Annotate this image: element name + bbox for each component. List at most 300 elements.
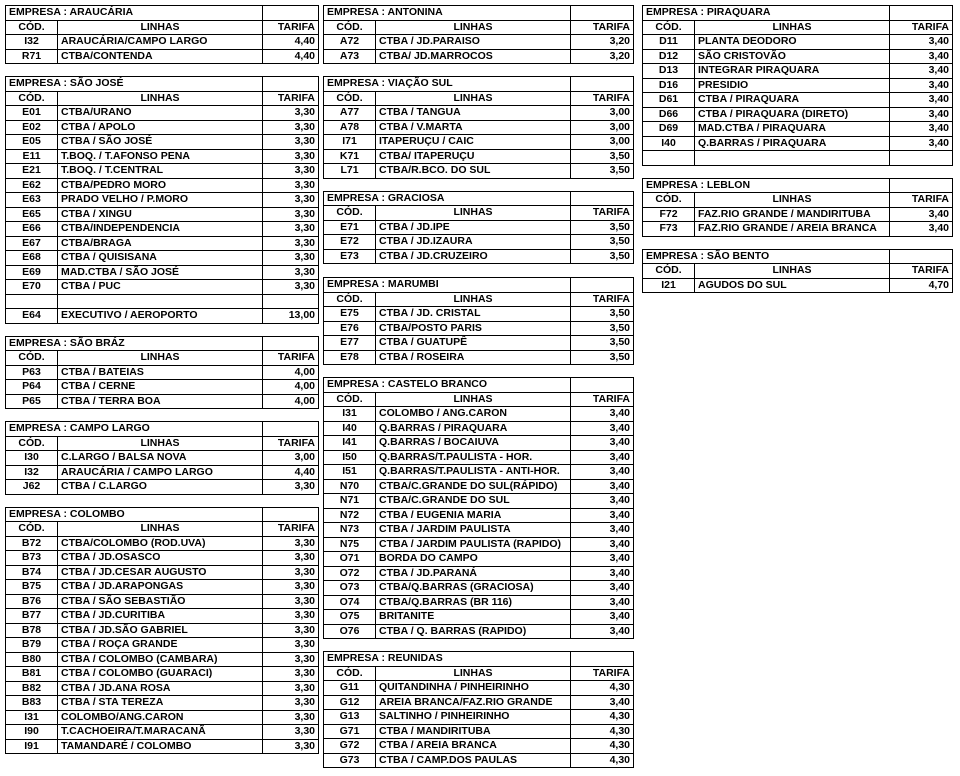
route-lines: CTBA / PIRAQUARA (DIRETO) — [695, 107, 890, 122]
empresa-title-row — [324, 652, 634, 667]
tarifa-header: TARIFA — [263, 351, 319, 366]
empresa-title-row — [324, 6, 634, 21]
route-lines: CTBA / TANGUA — [376, 106, 571, 121]
empty-cell — [571, 278, 634, 293]
cod-header: CÓD. — [643, 264, 695, 279]
route-row — [6, 207, 319, 222]
route-row — [6, 565, 319, 580]
header-row — [6, 436, 319, 451]
route-code: L71 — [324, 164, 376, 179]
route-row — [6, 696, 319, 711]
cod-header: CÓD. — [324, 20, 376, 35]
route-code: E69 — [6, 265, 58, 280]
empresa-name: SÃO JOSÉ — [69, 77, 124, 89]
linhas-header: LINHAS — [58, 20, 263, 35]
route-row — [643, 93, 953, 108]
route-lines: CTBA / JARDIM PAULISTA — [376, 523, 571, 538]
route-lines: ITAPERUÇU / CAIC — [376, 135, 571, 150]
empresa-table — [5, 336, 319, 410]
route-fare: 3,50 — [571, 350, 634, 365]
route-row — [6, 106, 319, 121]
route-fare: 3,50 — [571, 336, 634, 351]
route-lines: Q.BARRAS / BOCAIUVA — [376, 436, 571, 451]
column-middle — [323, 5, 634, 768]
route-fare: 3,30 — [263, 149, 319, 164]
empresa-title-row — [324, 77, 634, 92]
route-row — [643, 49, 953, 64]
linhas-header: LINHAS — [376, 392, 571, 407]
route-row — [324, 120, 634, 135]
route-row — [324, 595, 634, 610]
route-fare: 3,40 — [571, 581, 634, 596]
route-row — [6, 739, 319, 754]
route-code: N72 — [324, 508, 376, 523]
route-row — [643, 35, 953, 50]
route-row — [6, 394, 319, 409]
route-row — [6, 652, 319, 667]
route-fare: 3,30 — [263, 236, 319, 251]
route-row — [324, 35, 634, 50]
route-row — [6, 480, 319, 495]
route-code: I41 — [324, 436, 376, 451]
empty-cell — [890, 6, 953, 21]
route-fare: 3,30 — [263, 178, 319, 193]
route-fare: 3,30 — [263, 106, 319, 121]
route-code: E02 — [6, 120, 58, 135]
route-code: E73 — [324, 249, 376, 264]
route-fare: 3,40 — [571, 624, 634, 639]
route-lines: CTBA/CONTENDA — [58, 49, 263, 64]
route-code: E72 — [324, 235, 376, 250]
route-fare: 3,40 — [571, 695, 634, 710]
route-fare: 3,40 — [571, 523, 634, 538]
route-lines: CTBA/BRAGA — [58, 236, 263, 251]
route-lines: CTBA / CAMP.DOS PAULAS — [376, 753, 571, 768]
header-row — [324, 206, 634, 221]
route-code: I51 — [324, 465, 376, 480]
header-row — [324, 666, 634, 681]
route-row — [643, 107, 953, 122]
route-row — [643, 122, 953, 137]
route-lines: CTBA / JD.PARANÁ — [376, 566, 571, 581]
route-lines: CTBA / XINGU — [58, 207, 263, 222]
route-fare: 3,40 — [571, 421, 634, 436]
route-lines: CTBA / PIRAQUARA — [695, 93, 890, 108]
route-row — [324, 336, 634, 351]
route-code: E21 — [6, 164, 58, 179]
route-code: G72 — [324, 739, 376, 754]
route-fare: 3,30 — [263, 135, 319, 150]
empty-cell — [263, 336, 319, 351]
route-code: I31 — [324, 407, 376, 422]
route-fare: 3,40 — [890, 78, 953, 93]
route-code: E05 — [6, 135, 58, 150]
route-lines: INTEGRAR PIRAQUARA — [695, 64, 890, 79]
empty-cell — [571, 77, 634, 92]
route-code: I90 — [6, 725, 58, 740]
linhas-header: LINHAS — [376, 91, 571, 106]
route-lines: CTBA / JD.CRUZEIRO — [376, 249, 571, 264]
empresa-label: EMPRESA : — [9, 6, 67, 18]
route-lines: CTBA/ ITAPERUÇU — [376, 149, 571, 164]
route-code: G73 — [324, 753, 376, 768]
route-row — [324, 581, 634, 596]
route-lines: CTBA/ JD.MARROCOS — [376, 49, 571, 64]
route-lines: CTBA / PUC — [58, 280, 263, 295]
route-lines: Q.BARRAS / PIRAQUARA — [376, 421, 571, 436]
empresa-label: EMPRESA : — [9, 422, 67, 434]
route-row — [6, 49, 319, 64]
route-code: I40 — [324, 421, 376, 436]
route-lines: CTBA / SÃO JOSÉ — [58, 135, 263, 150]
route-lines: CTBA/C.GRANDE DO SUL(RÁPIDO) — [376, 479, 571, 494]
route-lines: CTBA / EUGENIA MARIA — [376, 508, 571, 523]
linhas-header: LINHAS — [695, 193, 890, 208]
route-row — [324, 537, 634, 552]
empresa-title-row — [6, 336, 319, 351]
route-lines: CTBA / JARDIM PAULISTA (RAPIDO) — [376, 537, 571, 552]
route-row — [6, 710, 319, 725]
route-row — [324, 508, 634, 523]
route-row — [6, 149, 319, 164]
route-code: O72 — [324, 566, 376, 581]
empty-cell — [890, 178, 953, 193]
route-row — [324, 710, 634, 725]
route-code: E77 — [324, 336, 376, 351]
route-lines: CTBA/Q.BARRAS (BR 116) — [376, 595, 571, 610]
route-lines: CTBA / GUATUPÊ — [376, 336, 571, 351]
route-lines: CTBA / C.LARGO — [58, 480, 263, 495]
route-lines: CTBA/R.BCO. DO SUL — [376, 164, 571, 179]
empresa-table — [5, 421, 319, 495]
empresa-title — [324, 191, 571, 206]
empresa-title — [6, 507, 263, 522]
route-code: B80 — [6, 652, 58, 667]
route-code: A73 — [324, 49, 376, 64]
route-fare: 3,30 — [263, 580, 319, 595]
linhas-header: LINHAS — [376, 292, 571, 307]
empty-cell — [571, 652, 634, 667]
route-lines: CTBA / Q. BARRAS (RAPIDO) — [376, 624, 571, 639]
route-code: D69 — [643, 122, 695, 137]
cod-header: CÓD. — [324, 666, 376, 681]
route-code: I21 — [643, 278, 695, 293]
empresa-name: VIAÇÃO SUL — [387, 77, 453, 89]
route-fare: 3,50 — [571, 249, 634, 264]
route-lines: CTBA/URANO — [58, 106, 263, 121]
route-fare: 3,30 — [263, 638, 319, 653]
cod-header: CÓD. — [6, 351, 58, 366]
route-code: I32 — [6, 465, 58, 480]
route-lines: CTBA / JD.ARAPONGAS — [58, 580, 263, 595]
route-code: E75 — [324, 307, 376, 322]
empresa-label: EMPRESA : — [9, 77, 67, 89]
route-lines: CTBA / COLOMBO (GUARACI) — [58, 667, 263, 682]
empty-cell — [263, 422, 319, 437]
route-fare: 3,40 — [571, 479, 634, 494]
route-lines: MAD.CTBA / SÃO JOSÉ — [58, 265, 263, 280]
route-fare: 3,30 — [263, 667, 319, 682]
route-code: N71 — [324, 494, 376, 509]
route-fare: 3,40 — [890, 136, 953, 151]
route-code: P63 — [6, 365, 58, 380]
route-lines: QUITANDINHA / PINHEIRINHO — [376, 681, 571, 696]
route-lines: CTBA / JD.CESAR AUGUSTO — [58, 565, 263, 580]
route-row — [6, 594, 319, 609]
route-lines: C.LARGO / BALSA NOVA — [58, 451, 263, 466]
linhas-header: LINHAS — [58, 522, 263, 537]
route-row — [324, 149, 634, 164]
route-code: E64 — [6, 309, 58, 324]
route-code: P64 — [6, 380, 58, 395]
route-code: E70 — [6, 280, 58, 295]
empresa-title-row — [643, 6, 953, 21]
cod-header: CÓD. — [6, 522, 58, 537]
route-row — [324, 523, 634, 538]
route-code: N70 — [324, 479, 376, 494]
blank-cell — [643, 151, 695, 166]
empty-cell — [571, 191, 634, 206]
column-right — [642, 5, 953, 293]
route-row — [324, 724, 634, 739]
blank-cell — [58, 294, 263, 309]
route-lines: CTBA / STA TEREZA — [58, 696, 263, 711]
cod-header: CÓD. — [324, 206, 376, 221]
route-fare: 3,40 — [571, 537, 634, 552]
route-code: B72 — [6, 536, 58, 551]
empresa-title-row — [6, 507, 319, 522]
section-gap — [323, 264, 634, 277]
route-code: G11 — [324, 681, 376, 696]
route-lines: CTBA / CERNE — [58, 380, 263, 395]
empresa-title — [643, 178, 890, 193]
route-lines: T.CACHOEIRA/T.MARACANÃ — [58, 725, 263, 740]
route-row — [6, 451, 319, 466]
route-lines: CTBA / JD.IZAURA — [376, 235, 571, 250]
route-row — [324, 465, 634, 480]
cod-header: CÓD. — [6, 20, 58, 35]
route-row — [643, 136, 953, 151]
route-row — [6, 380, 319, 395]
tarifa-header: TARIFA — [263, 436, 319, 451]
route-fare: 3,30 — [263, 120, 319, 135]
empresa-table — [323, 191, 634, 265]
header-row — [6, 351, 319, 366]
route-lines: ARAUCÁRIA/CAMPO LARGO — [58, 35, 263, 50]
empresa-title — [643, 249, 890, 264]
route-lines: Q.BARRAS / PIRAQUARA — [695, 136, 890, 151]
route-lines: CTBA / JD.SÃO GABRIEL — [58, 623, 263, 638]
tarifa-header: TARIFA — [263, 20, 319, 35]
route-fare: 3,50 — [571, 220, 634, 235]
route-code: G71 — [324, 724, 376, 739]
route-row — [6, 365, 319, 380]
cod-header: CÓD. — [643, 193, 695, 208]
route-lines: BRITANITE — [376, 610, 571, 625]
route-lines: CTBA / JD. CRISTAL — [376, 307, 571, 322]
route-code: B81 — [6, 667, 58, 682]
header-row — [643, 20, 953, 35]
route-row — [6, 35, 319, 50]
empresa-table — [5, 507, 319, 755]
route-lines: SÃO CRISTOVÃO — [695, 49, 890, 64]
route-lines: CTBA / ROSEIRA — [376, 350, 571, 365]
route-row — [324, 566, 634, 581]
route-fare: 3,30 — [263, 652, 319, 667]
route-row — [324, 49, 634, 64]
section-gap — [323, 179, 634, 191]
section-gap — [642, 237, 953, 249]
header-row — [6, 20, 319, 35]
route-code: P65 — [6, 394, 58, 409]
route-fare: 3,30 — [263, 222, 319, 237]
route-code: E62 — [6, 178, 58, 193]
empresa-name: CASTELO BRANCO — [387, 378, 488, 390]
route-fare: 3,00 — [571, 106, 634, 121]
empresa-table — [323, 377, 634, 639]
linhas-header: LINHAS — [695, 264, 890, 279]
empresa-table — [5, 5, 319, 64]
route-lines: MAD.CTBA / PIRAQUARA — [695, 122, 890, 137]
route-fare: 4,30 — [571, 739, 634, 754]
route-code: J62 — [6, 480, 58, 495]
tarifa-header: TARIFA — [571, 392, 634, 407]
route-fare: 3,40 — [890, 222, 953, 237]
route-row — [6, 551, 319, 566]
blank-row — [643, 151, 953, 166]
route-fare: 3,30 — [263, 265, 319, 280]
route-row — [6, 536, 319, 551]
route-code: F72 — [643, 207, 695, 222]
route-fare: 3,00 — [571, 135, 634, 150]
route-lines: Q.BARRAS/T.PAULISTA - ANTI-HOR. — [376, 465, 571, 480]
tarifa-header: TARIFA — [571, 206, 634, 221]
route-fare: 3,40 — [890, 207, 953, 222]
route-fare: 3,30 — [263, 251, 319, 266]
route-row — [324, 681, 634, 696]
route-row — [324, 235, 634, 250]
route-fare: 3,30 — [263, 551, 319, 566]
route-row — [6, 638, 319, 653]
route-lines: CTBA / BATEIAS — [58, 365, 263, 380]
empresa-title-row — [324, 191, 634, 206]
route-code: E67 — [6, 236, 58, 251]
route-code: D66 — [643, 107, 695, 122]
empresa-name: LEBLON — [706, 178, 751, 191]
empresa-title-row — [643, 178, 953, 193]
route-fare: 4,70 — [890, 278, 953, 293]
empresa-title — [643, 6, 890, 21]
route-lines: CTBA / V.MARTA — [376, 120, 571, 135]
route-lines: T.BOQ. / T.CENTRAL — [58, 164, 263, 179]
route-fare: 3,20 — [571, 35, 634, 50]
route-lines: CTBA / JD.OSASCO — [58, 551, 263, 566]
route-code: N73 — [324, 523, 376, 538]
route-row — [324, 407, 634, 422]
empty-cell — [571, 378, 634, 393]
route-fare: 4,00 — [263, 380, 319, 395]
route-code: B74 — [6, 565, 58, 580]
route-lines: CTBA / JD.PARAISO — [376, 35, 571, 50]
route-fare: 3,40 — [571, 436, 634, 451]
route-lines: EXECUTIVO / AEROPORTO — [58, 309, 263, 324]
empresa-label: EMPRESA : — [327, 378, 385, 390]
route-row — [324, 479, 634, 494]
blank-cell — [890, 151, 953, 166]
route-lines: CTBA / JD.ANA ROSA — [58, 681, 263, 696]
route-code: E78 — [324, 350, 376, 365]
route-code: I32 — [6, 35, 58, 50]
route-fare: 3,30 — [263, 681, 319, 696]
empresa-name: SÃO BENTO — [706, 249, 770, 262]
empresa-title-row — [643, 249, 953, 264]
empresa-label: EMPRESA : — [646, 178, 704, 191]
empresa-name: CAMPO LARGO — [69, 422, 150, 434]
empresa-label: EMPRESA : — [327, 278, 385, 290]
route-row — [324, 450, 634, 465]
empresa-table — [642, 5, 953, 166]
route-row — [6, 681, 319, 696]
route-code: D61 — [643, 93, 695, 108]
tarifa-header: TARIFA — [263, 91, 319, 106]
cod-header: CÓD. — [324, 392, 376, 407]
route-fare: 3,40 — [571, 450, 634, 465]
route-fare: 3,40 — [890, 49, 953, 64]
route-code: B73 — [6, 551, 58, 566]
header-row — [6, 91, 319, 106]
route-code: A72 — [324, 35, 376, 50]
route-code: I30 — [6, 451, 58, 466]
empresa-table — [323, 5, 634, 64]
route-fare: 3,50 — [571, 321, 634, 336]
route-fare: 3,00 — [571, 120, 634, 135]
route-fare: 4,00 — [263, 365, 319, 380]
empresa-label: EMPRESA : — [327, 6, 385, 18]
route-fare: 3,20 — [571, 49, 634, 64]
route-row — [324, 739, 634, 754]
tarifa-header: TARIFA — [890, 193, 953, 208]
route-row — [6, 265, 319, 280]
route-lines: CTBA / AREIA BRANCA — [376, 739, 571, 754]
route-lines: PRESIDIO — [695, 78, 890, 93]
empresa-name: ARAUCÁRIA — [69, 6, 134, 18]
route-code: N75 — [324, 537, 376, 552]
empresa-title-row — [6, 77, 319, 92]
route-lines: PLANTA DEODORO — [695, 35, 890, 50]
route-code: G12 — [324, 695, 376, 710]
empresa-name: PIRAQUARA — [706, 6, 771, 18]
cod-header: CÓD. — [6, 436, 58, 451]
route-fare: 3,50 — [571, 164, 634, 179]
empresa-name: REUNIDAS — [387, 652, 443, 664]
route-lines: BORDA DO CAMPO — [376, 552, 571, 567]
route-row — [324, 106, 634, 121]
empresa-title-row — [324, 378, 634, 393]
route-code: O73 — [324, 581, 376, 596]
route-code: I31 — [6, 710, 58, 725]
route-row — [6, 465, 319, 480]
route-fare: 3,30 — [263, 193, 319, 208]
route-row — [6, 309, 319, 324]
route-lines: COLOMBO / ANG.CARON — [376, 407, 571, 422]
route-lines: CTBA / TERRA BOA — [58, 394, 263, 409]
route-fare: 3,40 — [890, 107, 953, 122]
route-lines: CTBA / COLOMBO (CAMBARA) — [58, 652, 263, 667]
route-code: E01 — [6, 106, 58, 121]
route-code: E65 — [6, 207, 58, 222]
route-code: E66 — [6, 222, 58, 237]
empresa-title — [324, 652, 571, 667]
